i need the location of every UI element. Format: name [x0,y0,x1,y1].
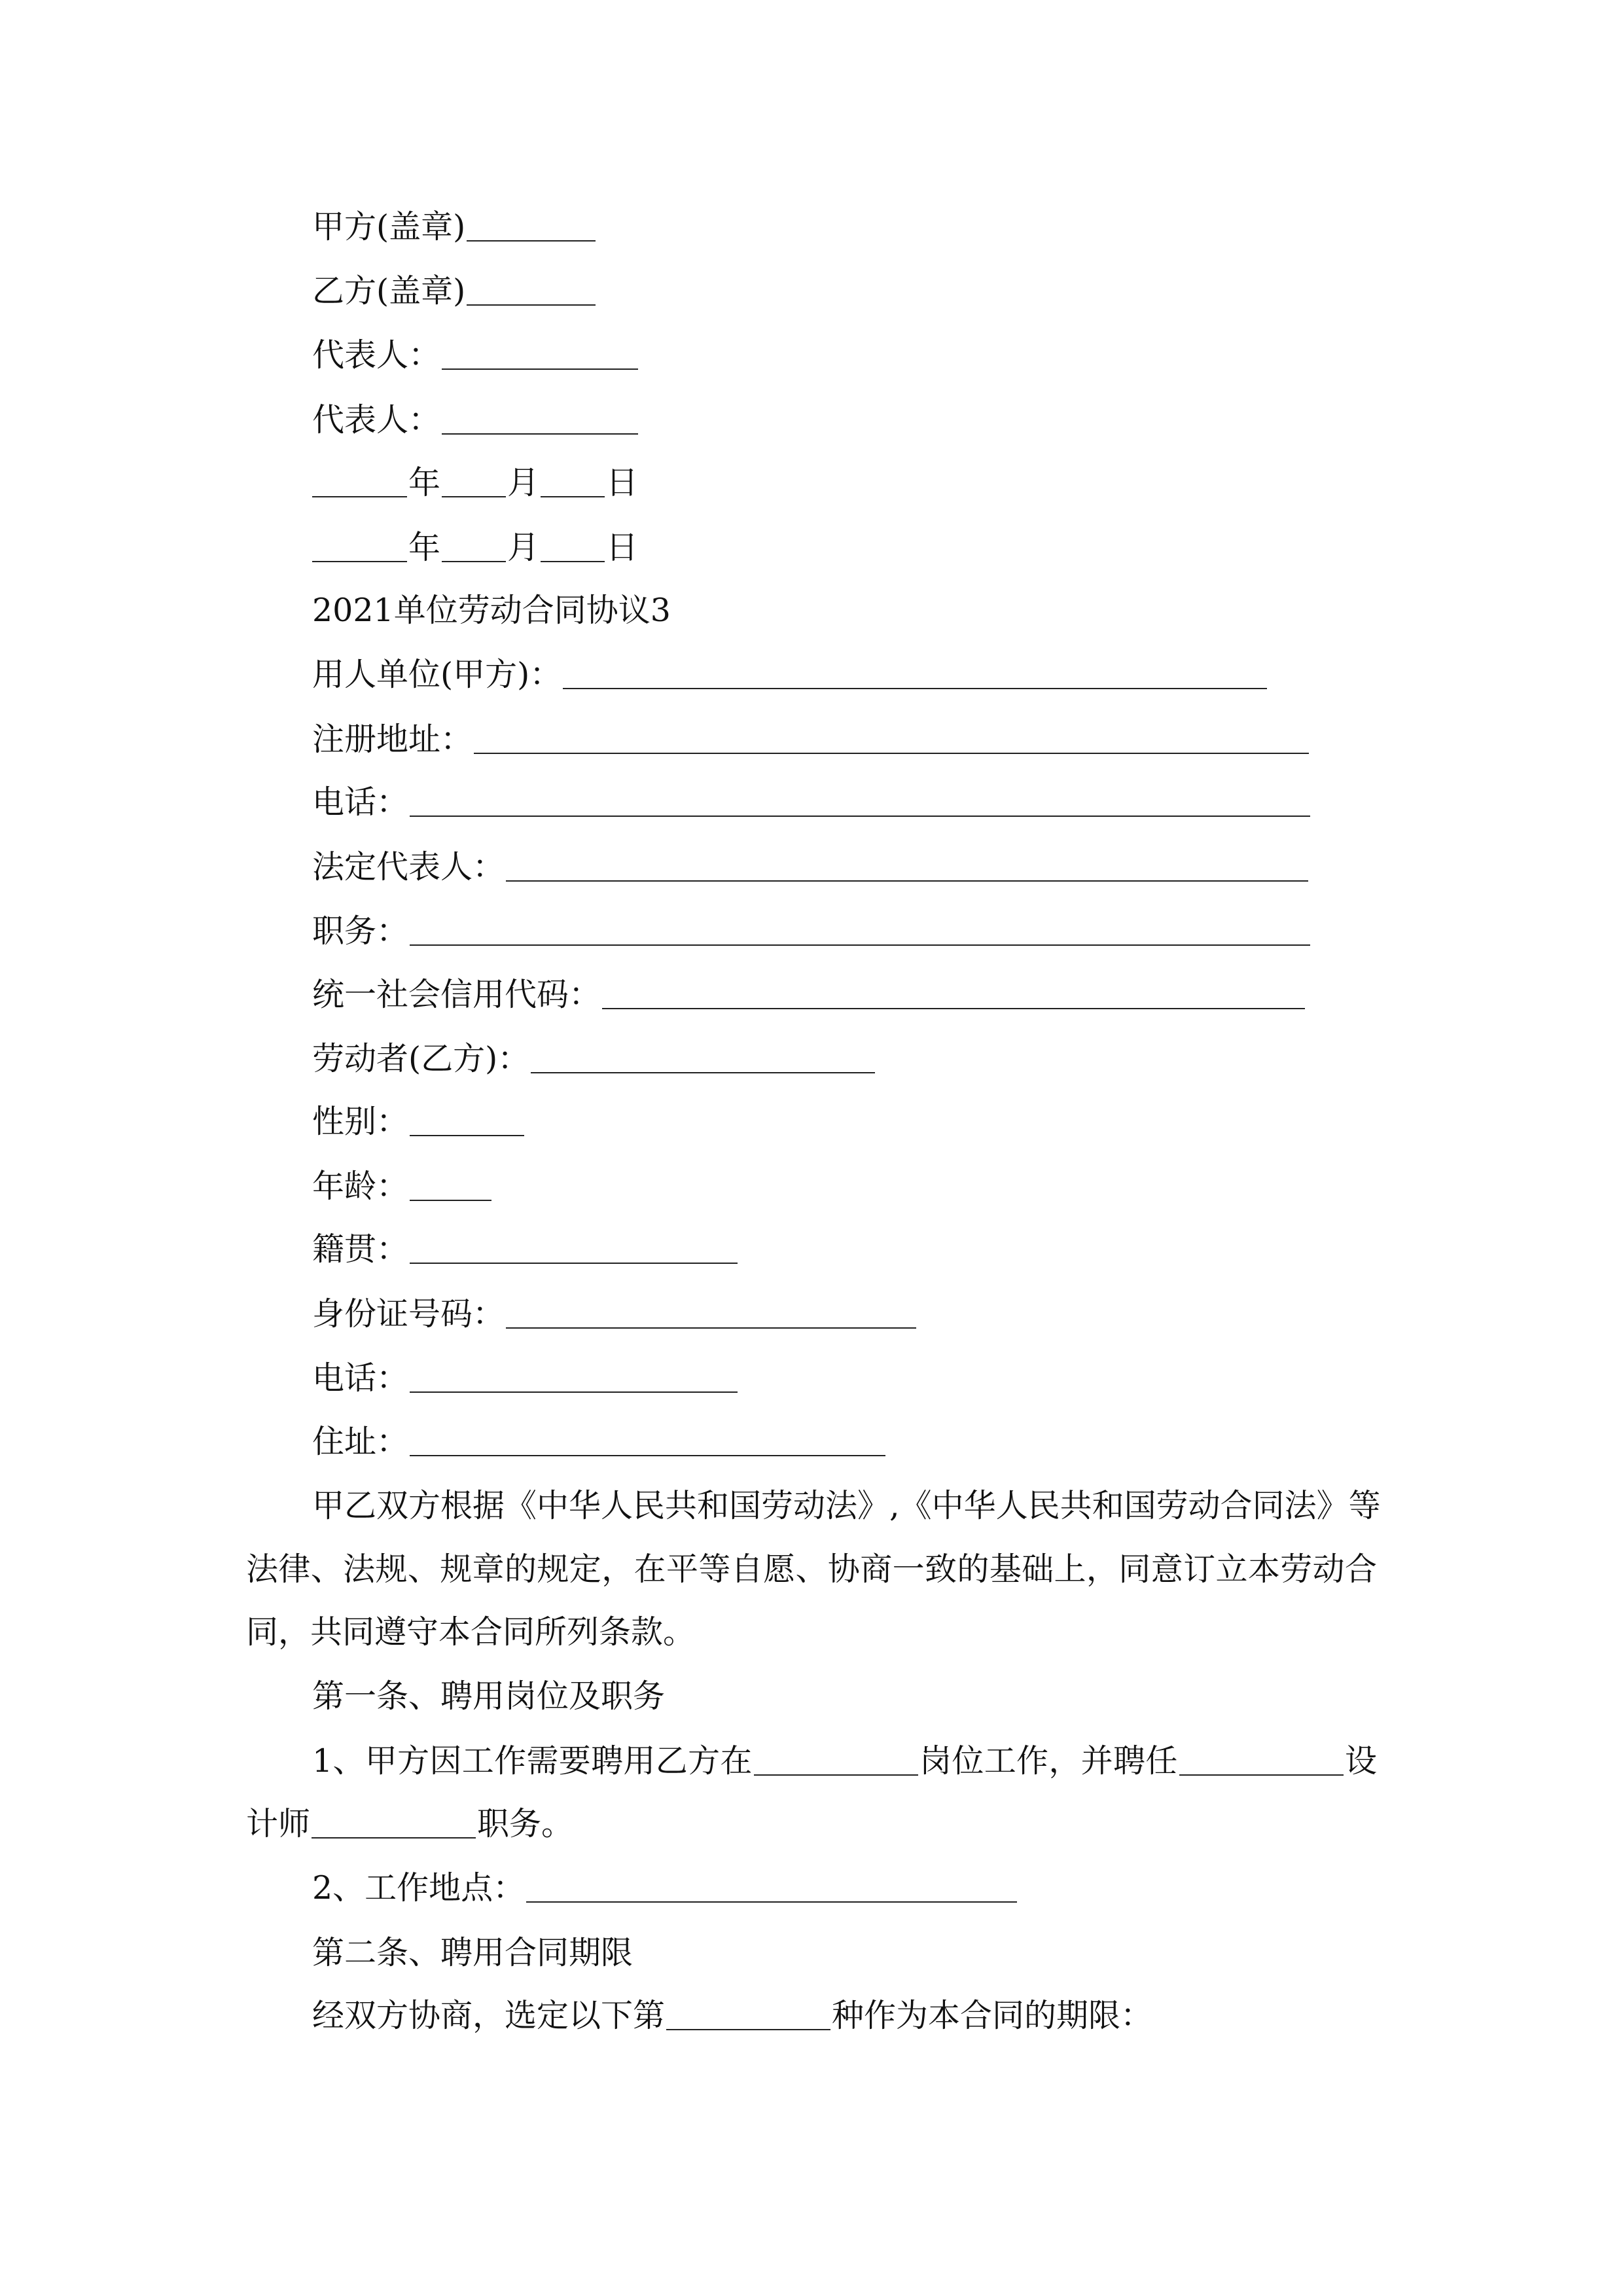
blank-field [602,974,1305,1009]
blank-field [442,334,638,370]
label: 职务： [312,912,409,950]
blank-field [563,654,1267,689]
article1-item1-cont [246,1803,573,1845]
blank-field [312,1803,476,1839]
label: 月 [507,529,540,566]
blank-field [410,1421,885,1456]
label: 年龄： [312,1168,409,1205]
blank-field [442,462,506,497]
label: 法定代表人： [312,848,505,886]
blank-field [1179,1740,1344,1776]
label: 电话： [312,1359,409,1397]
label: 2、工作地点： [312,1869,526,1907]
label: 乙方(盖章) [312,272,466,310]
worker-phone-line [312,1357,739,1399]
blank-field [410,1101,524,1136]
rep-a-line [312,334,639,376]
credit-code-line [312,974,1306,1016]
id-number-line [312,1293,918,1335]
blank-field [754,1740,918,1776]
origin-line [312,1229,739,1270]
article1-item2 [312,1867,1018,1909]
blank-field [467,270,596,306]
worker-name-line [312,1038,876,1080]
blank-field [410,1229,738,1264]
text: 种作为本合同的期限： [832,1997,1153,2034]
rep-b-line [312,399,639,441]
blank-field [410,781,1310,817]
label: 年 [408,464,441,501]
age-line [312,1166,493,1208]
blank-field [474,719,1309,754]
text: 职务。 [477,1805,574,1842]
preamble-line-3: 同，共同遵守本合同所列条款。 [246,1613,696,1651]
label: 住址： [312,1423,409,1460]
blank-field [410,1166,491,1201]
blank-field [410,910,1310,946]
label: 统一社会信用代码： [312,976,601,1013]
employer-unit-line [312,654,1268,696]
label: 月 [507,464,540,501]
text: 经双方协商，选定以下第 [312,1997,666,2034]
label: 身份证号码： [312,1295,505,1333]
blank-field [541,527,605,562]
party-a-seal-line [312,206,597,248]
label: 用人单位(甲方)： [312,656,562,693]
contract-title: 2021单位劳动合同协议3 [312,592,671,629]
text: 设 [1344,1742,1377,1780]
position-line [312,910,1311,952]
gender-line [312,1101,526,1143]
article1-item1 [312,1740,1377,1782]
label: 性别： [312,1103,409,1140]
article2-text [312,1995,1152,2037]
text: 计师 [246,1805,311,1842]
text: 1、甲方因工作需要聘用乙方在 [312,1742,753,1780]
date-line-b [312,527,638,569]
blank-field [531,1038,875,1073]
blank-field [442,527,506,562]
label: 日 [606,529,639,566]
party-b-seal-line [312,270,597,312]
label: 日 [606,464,639,501]
worker-address-line [312,1421,887,1463]
label: 代表人： [312,336,441,374]
blank-field [442,399,638,435]
label: 年 [408,529,441,566]
label: 劳动者(乙方)： [312,1040,530,1077]
label: 甲方(盖章) [312,208,466,245]
blank-field [312,462,407,497]
text: 岗位工作，并聘任 [919,1742,1178,1780]
blank-field [410,1357,738,1393]
blank-field [526,1867,1017,1903]
preamble-line-2: 法律、法规、规章的规定，在平等自愿、协商一致的基础上，同意订立本劳动合 [246,1551,1377,1588]
employer-address-line [312,719,1310,761]
blank-field [541,462,605,497]
preamble-line-1: 甲乙双方根据《中华人民共和国劳动法》,《中华人民共和国劳动合同法》等 [312,1487,1381,1524]
blank-field [666,1995,830,2030]
label: 注册地址： [312,721,473,758]
blank-field [467,206,596,242]
article1-heading: 第一条、聘用岗位及职务 [312,1677,666,1715]
blank-field [506,846,1308,882]
date-line-a [312,462,638,504]
label: 籍贯： [312,1230,409,1268]
employer-phone-line [312,781,1311,823]
article2-heading: 第二条、聘用合同期限 [312,1934,633,1971]
label: 电话： [312,783,409,821]
blank-field [506,1293,916,1329]
legal-rep-line [312,846,1310,888]
label: 代表人： [312,401,441,439]
blank-field [312,527,407,562]
